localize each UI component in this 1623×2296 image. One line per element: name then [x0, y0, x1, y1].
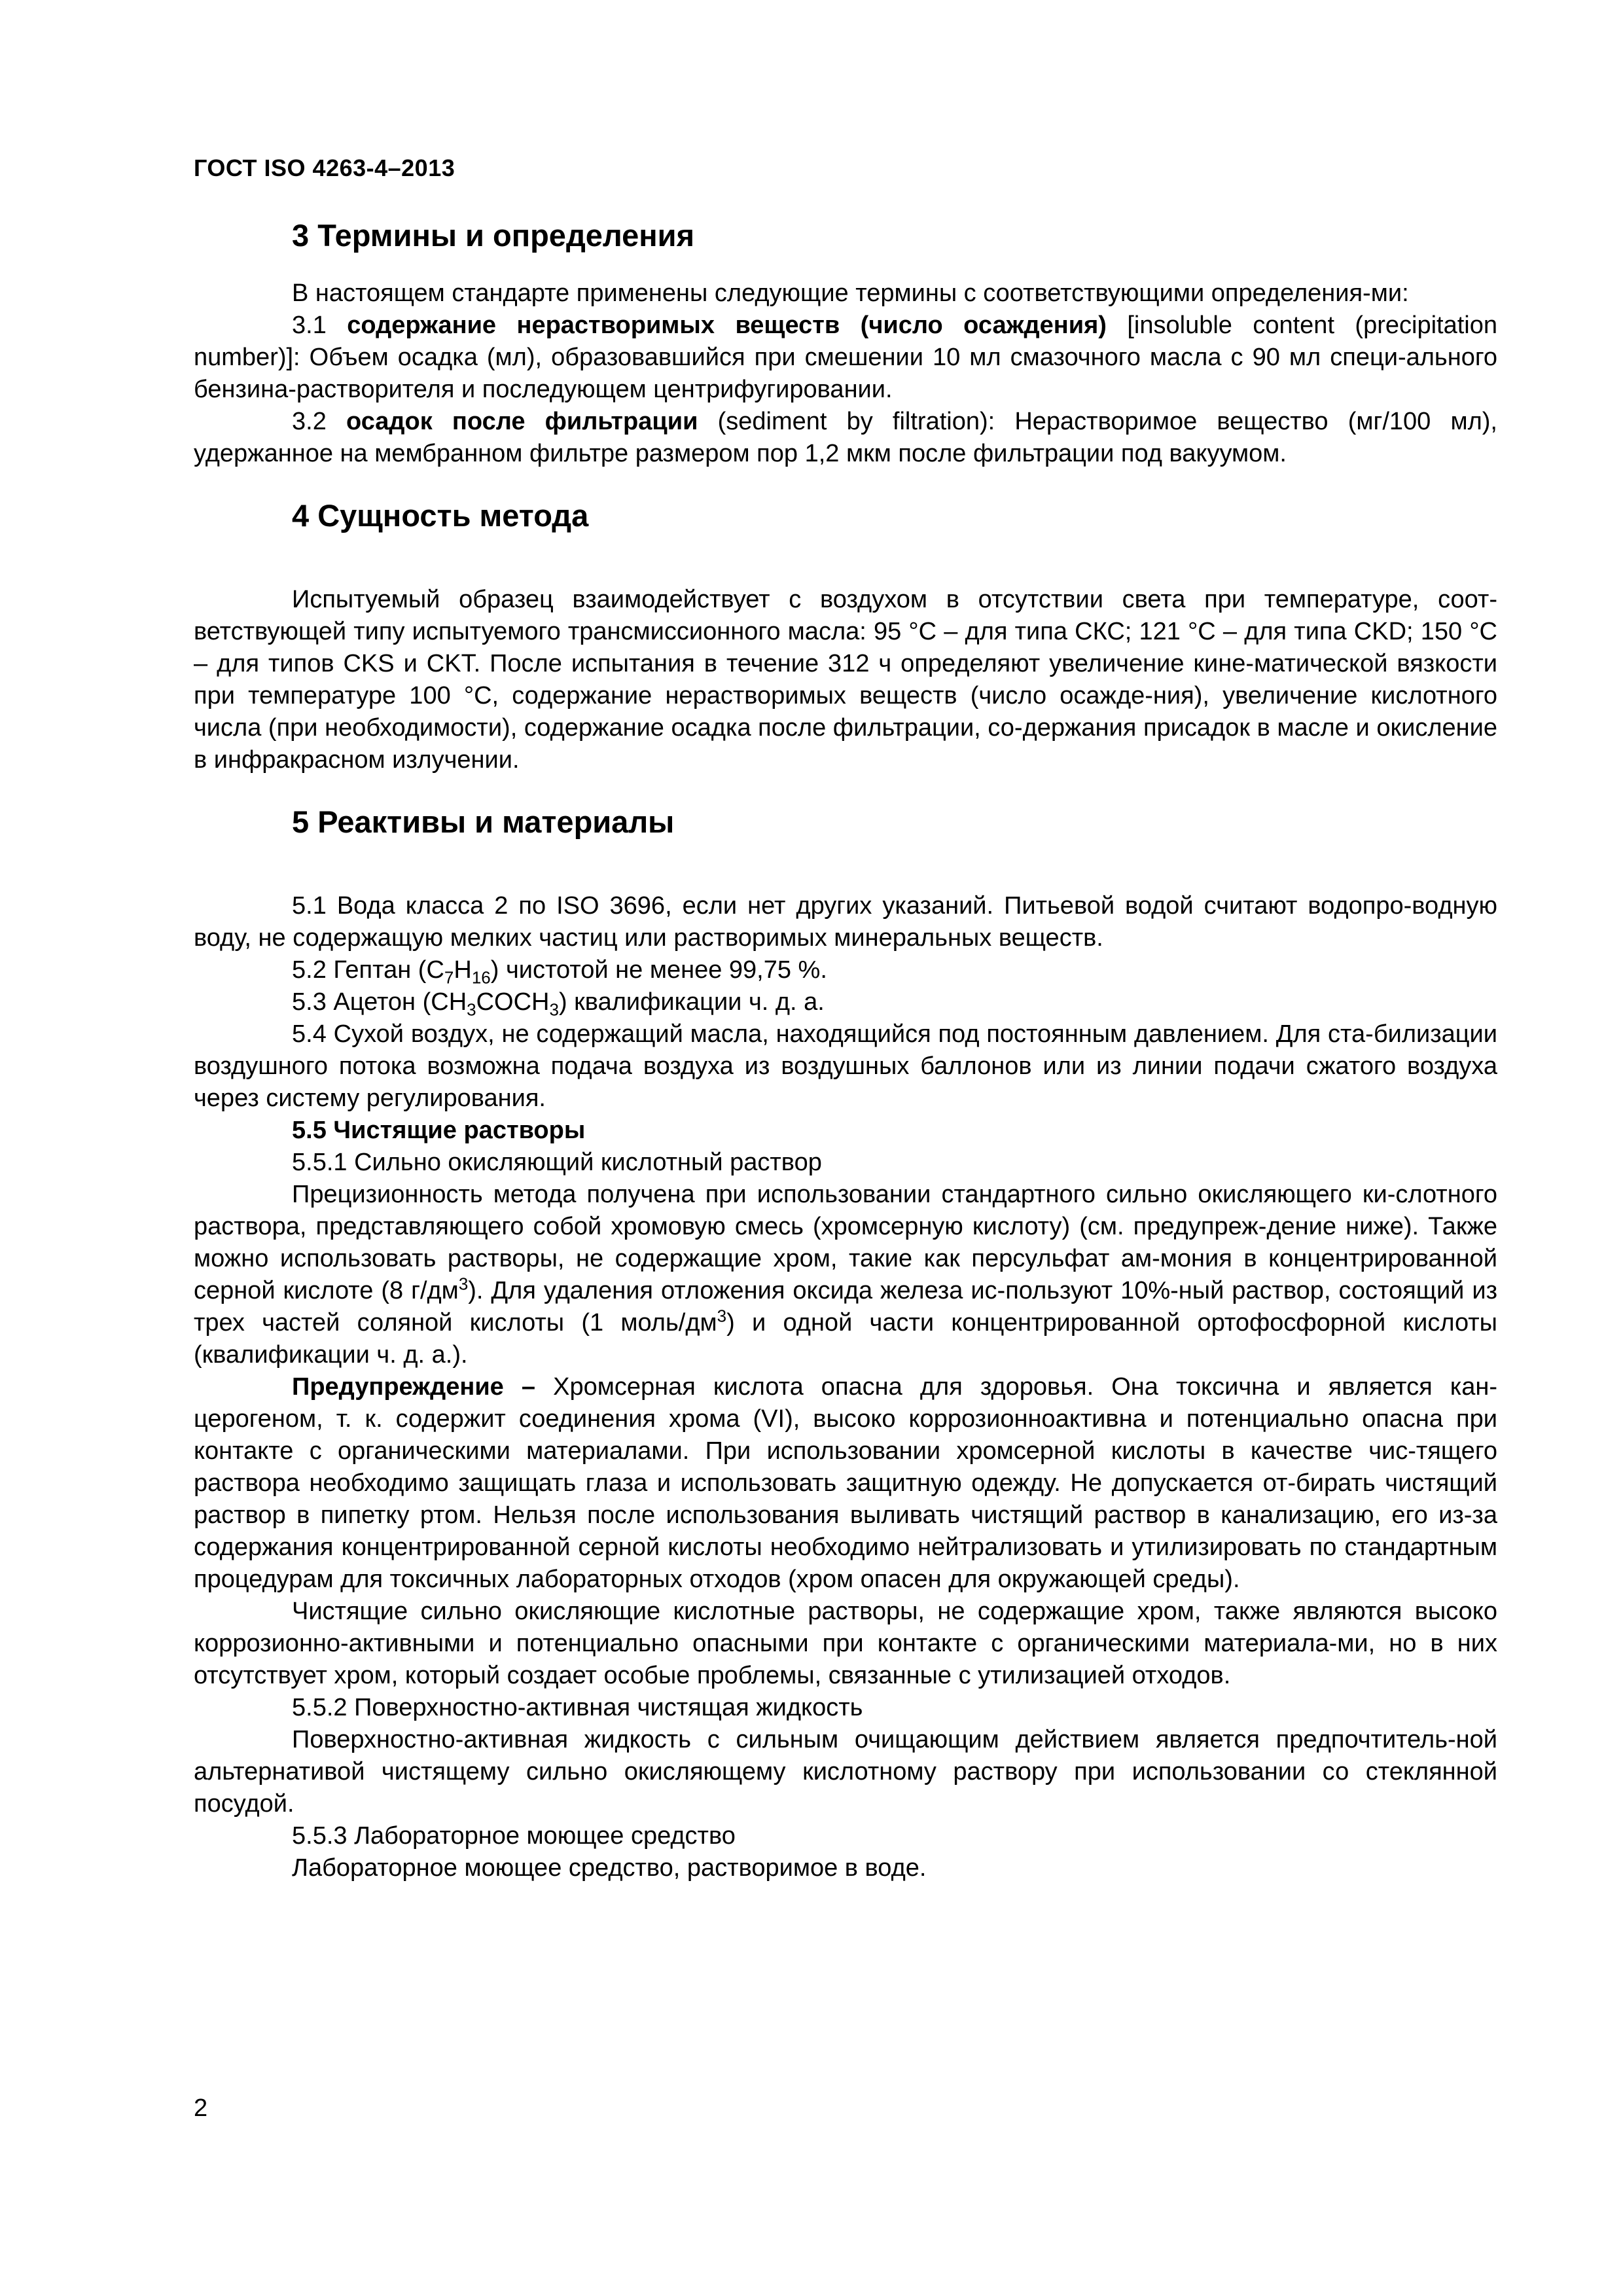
term-3-2-definition: (sediment by filtration): Нерастворимое вещество (мг/100 мл), удержанное на мембранном фильтре размером пор 1,2 мкм после фильтрации под вакуумом.	[194, 408, 1497, 467]
section-4-text: Испытуемый образец взаимодействует с воздухом в отсутствии света при температуре, соот-ветствующей типу испытуемого трансмиссионного масла: 95 °С – для типа СКС; 121 °С – для типа СKD; 150 °С – для типов СKS и СKT. После испытания в течение 312 ч определяют увеличение кине-матической вязкости при температуре 100 °С, содержание нерастворимых веществ (число осажде-ния), увеличение кислотного числа (при необходимости), содержание осадка после фильтрации, со-держания присадок в масле и окисление в инфракрасном излучении.	[194, 586, 1497, 774]
clause-5-2-sub-1: 7	[444, 967, 454, 988]
term-3-1-number: 3.1	[292, 312, 348, 339]
clause-5-2-text-b: H	[454, 956, 472, 984]
clause-5-5-1-text-c: ) и одной части концентрированной ортофосфорной кислоты (квалификации ч. д. а.).	[194, 1309, 1497, 1369]
section-4-title: 4 Сущность метода	[292, 498, 589, 533]
clause-5-5-3-title: 5.5.3 Лабораторное моющее средство	[292, 1822, 736, 1850]
clause-5-5-2-text: Поверхностно-активная жидкость с сильным очищающим действием является предпочтитель-ной альтернативой чистящему сильно окисляющему кислотному раствору при использовании со стеклянной посудой.	[194, 1726, 1497, 1818]
clause-5-3-text-b: COCH	[476, 988, 550, 1016]
term-3-1	[194, 310, 1497, 406]
term-3-1-definition: [insoluble content (precipitation number)]: Объем осадка (мл), образовавшийся при смешении 10 мл смазочного масла с 90 мл специ-ального бензина-растворителя и последующем центрифугировании.	[194, 312, 1497, 403]
section-5-title: 5 Реактивы и материалы	[292, 804, 675, 839]
page-number: 2	[194, 2094, 208, 2122]
clause-5-2-sub-2: 16	[471, 967, 491, 988]
document-body	[194, 216, 1497, 1884]
clause-5-5-1-text-a: Прецизионность метода получена при использовании стандартного сильно окисляющего ки-слотного раствора, представляющего собой хромовую смесь (хромсерную кислоту) (см. предупреж-дение ниже). Также можно использовать растворы, не содержащие хром, такие как персульфат ам-мония в концентрированной серной кислоте (8 г/дм	[194, 1181, 1497, 1304]
clause-5-5-1-text-b: ). Для удаления отложения оксида железа ис-пользуют 10%-ный раствор, состоящий из трех частей соляной кислоты (1 моль/дм	[194, 1277, 1497, 1336]
clause-5-2	[194, 954, 1497, 986]
document-code-header: ГОСТ ISO 4263-4–2013	[194, 154, 455, 181]
term-3-2-term: осадок после фильтрации	[346, 408, 698, 435]
section-3-title: 3 Термины и определения	[292, 218, 694, 253]
clause-5-2-text-c: ) чистотой не менее 99,75 %.	[490, 956, 827, 984]
clause-5-5-1-title: 5.5.1 Сильно окисляющий кислотный раствор	[292, 1149, 822, 1176]
clause-5-5-title: 5.5 Чистящие растворы	[292, 1117, 586, 1144]
clause-5-2-text-a: 5.2 Гептан (C	[292, 956, 444, 984]
clause-5-4: 5.4 Сухой воздух, не содержащий масла, находящийся под постоянным давлением. Для ста-билизации воздушного потока возможна подача воздуха из воздушных баллонов или из линии подачи сжатого воздуха через систему регулирования.	[194, 1020, 1497, 1112]
clause-5-5-3-text: Лабораторное моющее средство, растворимое в воде.	[292, 1854, 927, 1882]
clause-5-5-1-sup-2: 3	[717, 1306, 727, 1326]
clause-5-5-1-text	[194, 1179, 1497, 1371]
warning-text: Хромсерная кислота опасна для здоровья. Она токсична и является кан-церогеном, т. к. содержит соединения хрома (VI), высоко коррозионноактивна и потенциально опасна при контакте с органическими материалами. При использовании хромсерной кислоты в качестве чис-тящего раствора необходимо защищать глаза и использовать защитную одежду. Не допускается от-бирать чистящий раствор в пипетку ртом. Нельзя после использования выливать чистящий раствор в канализацию, его из-за содержания концентрированной серной кислоты необходимо нейтрализовать и утилизировать по стандартным процедурам для токсичных лабораторных отходов (хром опасен для окружающей среды).	[194, 1373, 1497, 1593]
clause-5-3-text-c: ) квалификации ч. д. а.	[558, 988, 825, 1016]
clause-5-3	[194, 986, 1497, 1018]
warning-label: Предупреждение –	[292, 1373, 536, 1401]
clause-5-3-sub-2: 3	[549, 999, 559, 1020]
section-3-intro: В настоящем стандарте применены следующие термины с соответствующими определения-ми:	[292, 279, 1409, 307]
clause-5-5-1-note: Чистящие сильно окисляющие кислотные растворы, не содержащие хром, также являются высоко коррозионно-активными и потенциально опасными при контакте с органическими материала-ми, но в них отсутствует хром, который создает особые проблемы, связанные с утилизацией отходов.	[194, 1598, 1497, 1689]
clause-5-1: 5.1 Вода класса 2 по ISO 3696, если нет других указаний. Питьевой водой считают водопро-водную воду, не содержащую мелких частиц или растворимых минеральных веществ.	[194, 892, 1497, 952]
clause-5-3-text-a: 5.3 Ацетон (CH	[292, 988, 467, 1016]
term-3-2-number: 3.2	[292, 408, 346, 435]
clause-5-3-sub-1: 3	[467, 999, 476, 1020]
term-3-1-term: содержание нерастворимых веществ (число осаждения)	[347, 312, 1107, 339]
warning-paragraph	[194, 1371, 1497, 1596]
clause-5-5-1-sup-1: 3	[458, 1274, 469, 1294]
term-3-2	[194, 406, 1497, 470]
clause-5-5-2-title: 5.5.2 Поверхностно-активная чистящая жидкость	[292, 1694, 863, 1721]
